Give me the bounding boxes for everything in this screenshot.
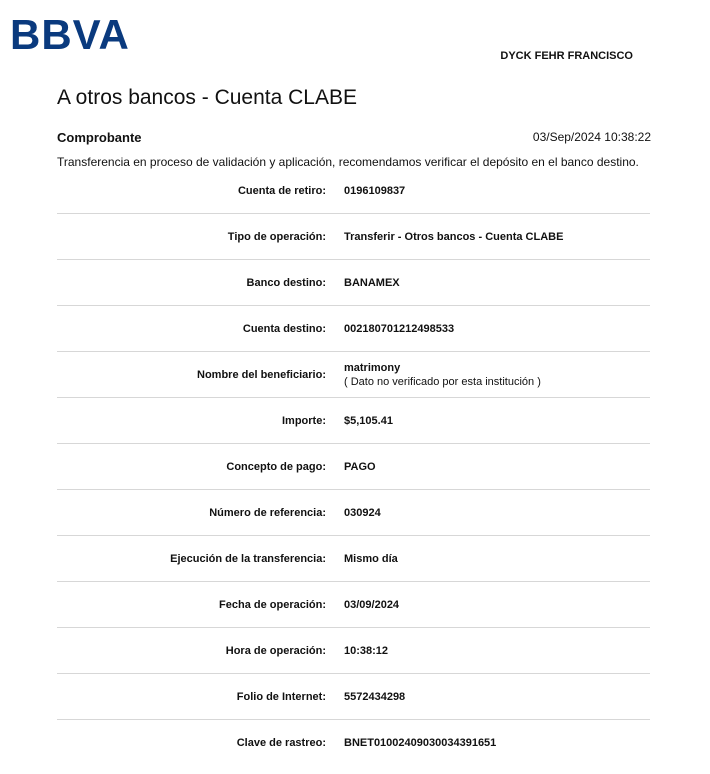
detail-label: Hora de operación:	[225, 644, 326, 657]
detail-row-referencia	[57, 490, 650, 536]
bbva-logo: BBVA	[10, 11, 130, 58]
detail-label: Clave de rastreo:	[236, 737, 326, 749]
detail-row-tipo-operacion	[57, 214, 650, 260]
detail-label: Fecha de operación:	[219, 598, 326, 611]
detail-label: Ejecución de la transferencia:	[170, 552, 326, 565]
detail-label: Tipo de operación:	[227, 230, 326, 243]
detail-row-ejecucion	[57, 536, 650, 582]
detail-label: Cuenta de retiro:	[237, 184, 326, 197]
detail-row-hora	[57, 628, 650, 674]
detail-label: Banco destino:	[246, 276, 326, 289]
detail-value: 10:38:12	[344, 644, 389, 657]
transfer-details	[57, 168, 650, 766]
beneficiary-name: matrimony	[344, 361, 401, 374]
detail-value: 03/09/2024	[344, 598, 400, 611]
beneficiary-note: ( Dato no verificado por esta institución )	[344, 375, 541, 388]
detail-label: Número de referencia:	[209, 506, 326, 519]
detail-row-clave-rastreo	[57, 720, 650, 766]
detail-value: BANAMEX	[344, 276, 400, 289]
detail-value: BNET01002409030034391651	[344, 737, 497, 749]
validation-notice: Transferencia en proceso de validación y aplicación, recomendamos verificar el depósito en el banco destino.	[57, 155, 639, 169]
customer-name: DYCK FEHR FRANCISCO	[500, 50, 633, 62]
detail-row-folio	[57, 674, 650, 720]
detail-value: 002180701212498533	[344, 322, 455, 335]
detail-value: 0196109837	[344, 184, 406, 197]
detail-row-importe	[57, 398, 650, 444]
detail-label: Importe:	[282, 414, 326, 427]
detail-value: PAGO	[344, 460, 376, 473]
detail-value: Mismo día	[344, 552, 398, 565]
receipt-datetime: 03/Sep/2024 10:38:22	[532, 130, 651, 144]
detail-value: $5,105.41	[344, 414, 393, 427]
detail-value: Transferir - Otros bancos - Cuenta CLABE	[344, 230, 564, 243]
detail-label: Nombre del beneficiario:	[197, 368, 326, 381]
detail-row-concepto	[57, 444, 650, 490]
detail-label: Folio de Internet:	[236, 690, 326, 703]
detail-row-fecha	[57, 582, 650, 628]
detail-row-beneficiario	[57, 352, 650, 398]
detail-row-cuenta-retiro	[57, 168, 650, 214]
detail-row-banco-destino	[57, 260, 650, 306]
detail-row-cuenta-destino	[57, 306, 650, 352]
receipt-subtitle: Comprobante	[57, 130, 142, 145]
detail-value: 5572434298	[344, 690, 406, 703]
page-title: A otros bancos - Cuenta CLABE	[57, 86, 357, 109]
detail-value	[344, 361, 650, 389]
detail-label: Concepto de pago:	[226, 460, 326, 473]
detail-label: Cuenta destino:	[242, 322, 326, 335]
detail-value: 030924	[344, 506, 381, 519]
